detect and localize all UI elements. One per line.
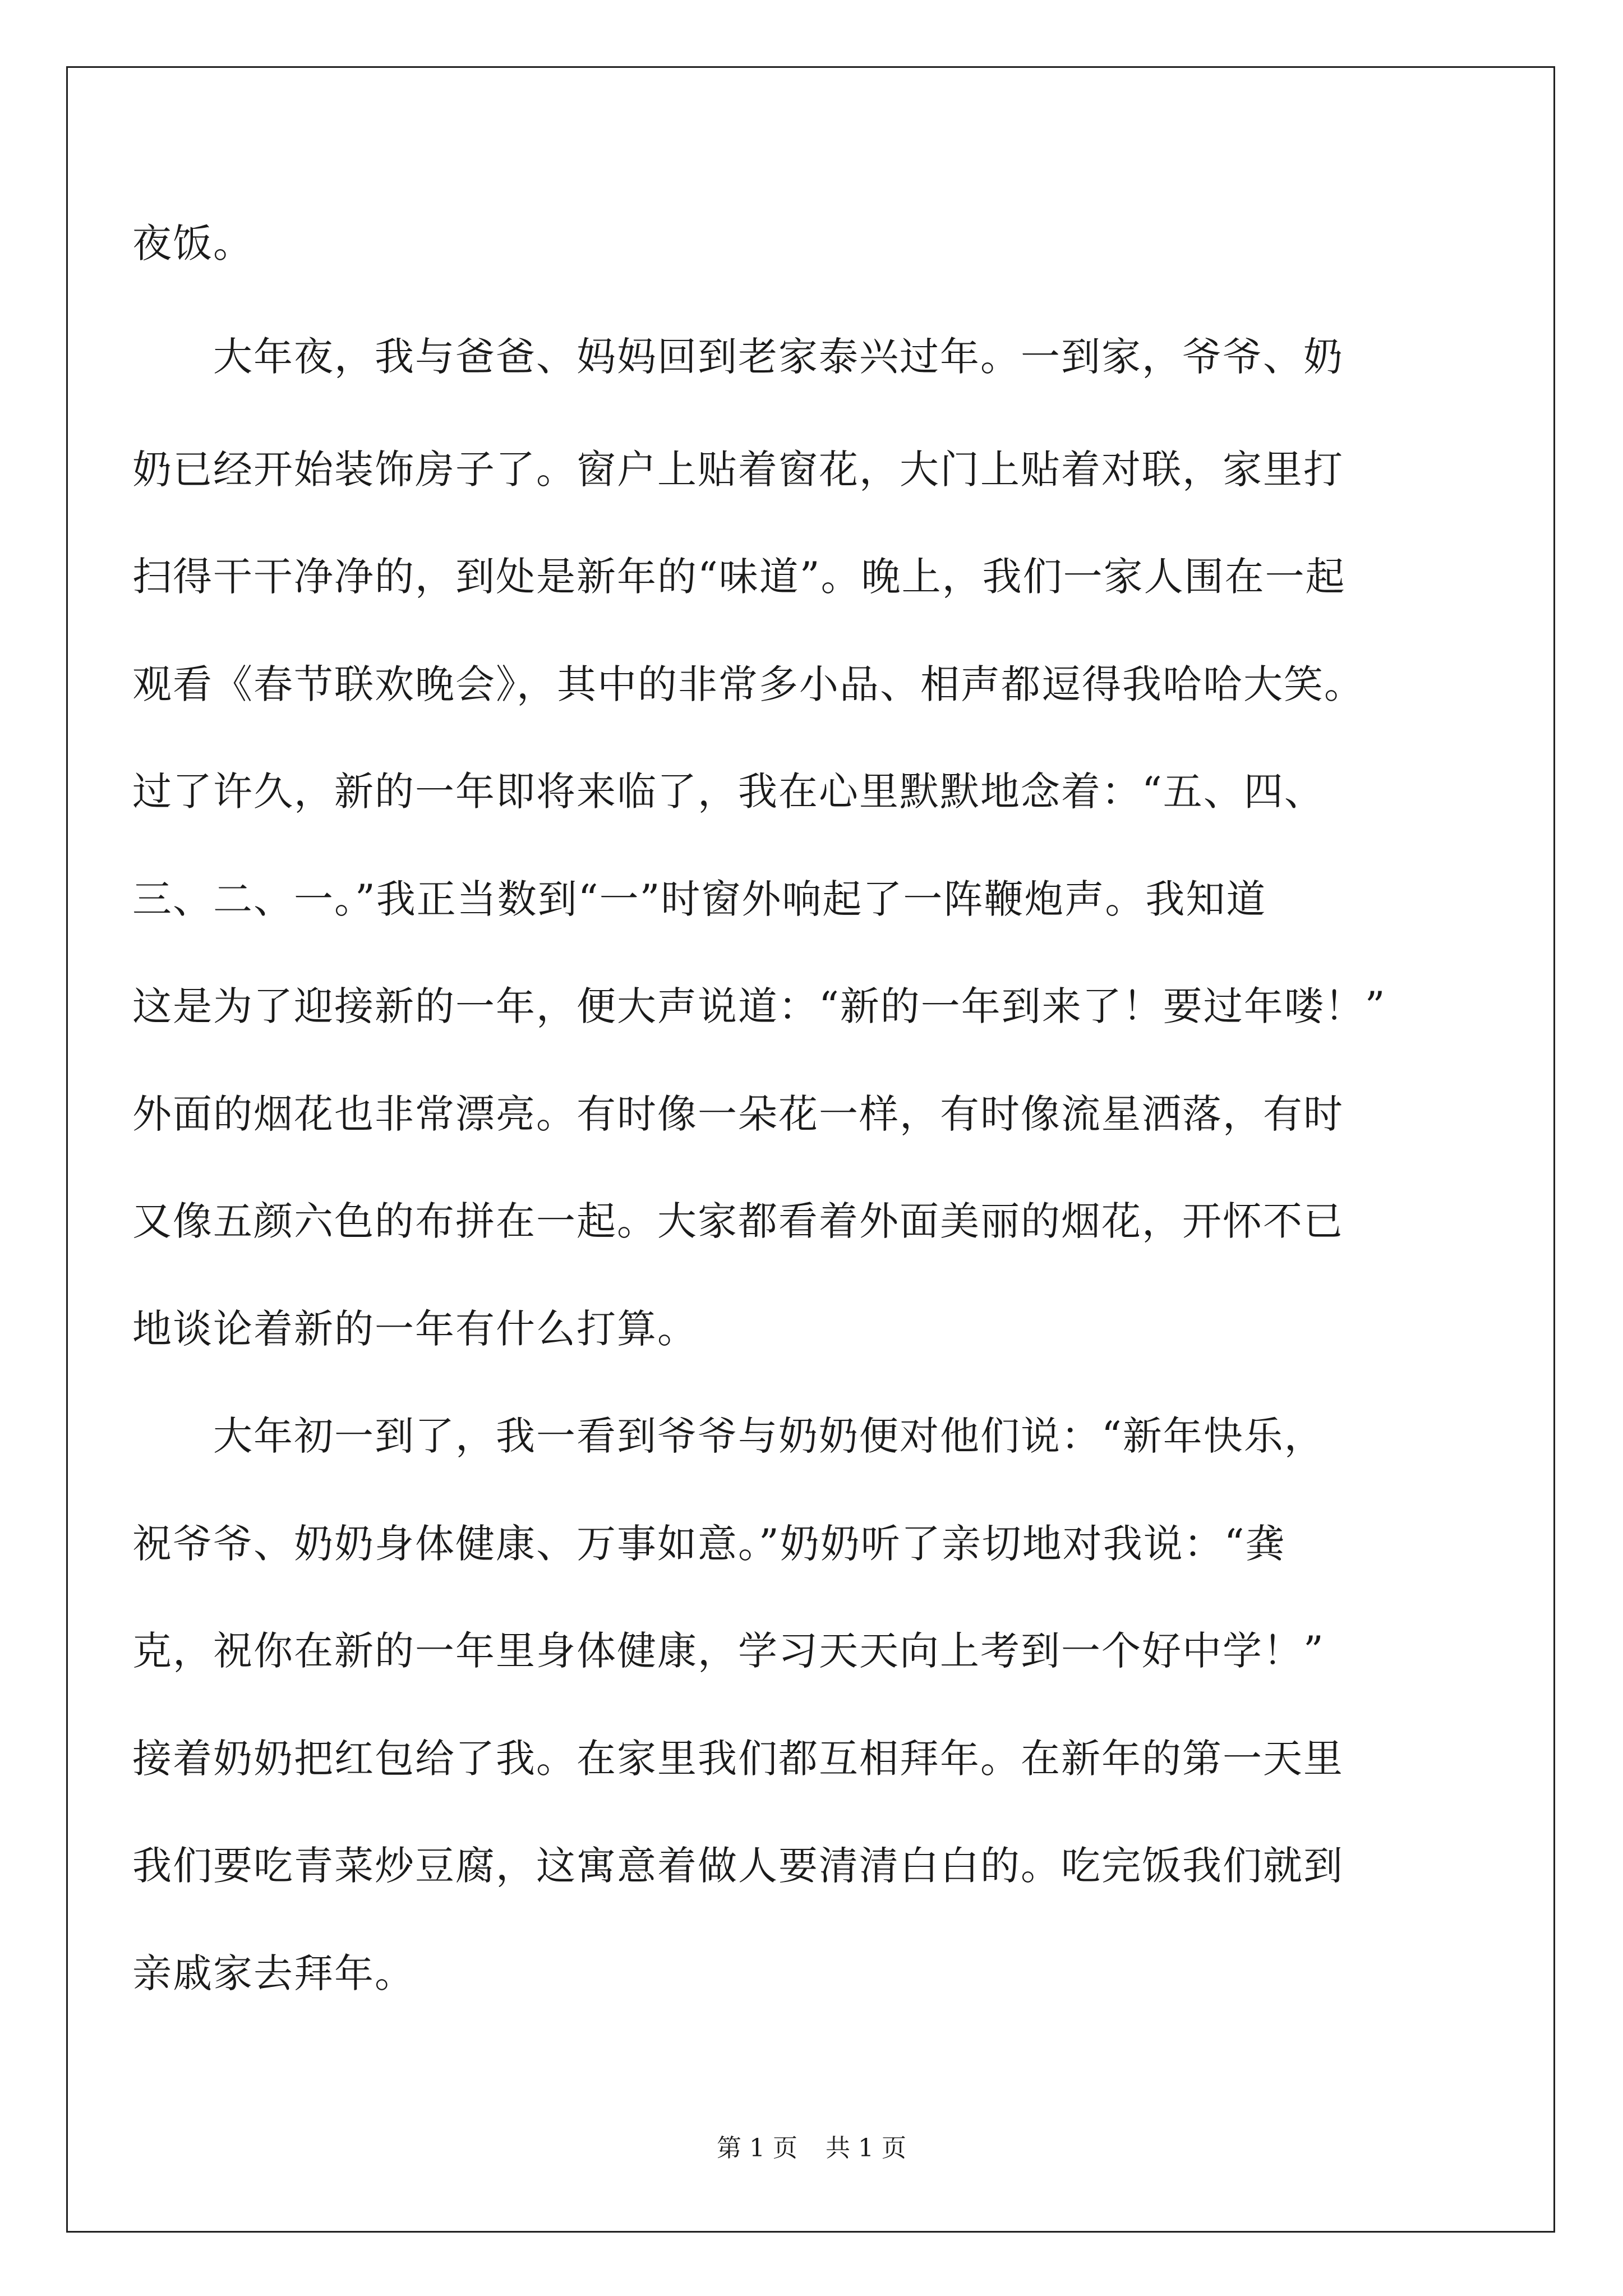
text-line: 地谈论着新的一年有什么打算。 bbox=[132, 1306, 698, 1352]
text-line: 我们要吃青菜炒豆腐，这寓意着做人要清清白白的。吃完饭我们就到 bbox=[132, 1843, 1344, 1889]
text-line: 过了许久，新的一年即将来临了，我在心里默默地念着：“五、四、 bbox=[132, 769, 1325, 815]
text-line: 夜饭。 bbox=[132, 220, 253, 266]
text-line: 三、二、一。”我正当数到“一”时窗外响起了一阵鞭炮声。我知道 bbox=[132, 876, 1267, 922]
text-line: 观看《春节联欢晚会》，其中的非常多小品、相声都逗得我哈哈大笑。 bbox=[132, 661, 1364, 707]
text-line: 克，祝你在新的一年里身体健康，学习天天向上考到一个好中学！” bbox=[132, 1628, 1325, 1674]
text-line: 外面的烟花也非常漂亮。有时像一朵花一样，有时像流星洒落，有时 bbox=[132, 1091, 1344, 1137]
text-line: 又像五颜六色的布拼在一起。大家都看着外面美丽的烟花，开怀不已 bbox=[132, 1198, 1344, 1244]
text-line: 大年初一到了，我一看到爷爷与奶奶便对他们说：“新年快乐， bbox=[132, 1413, 1325, 1459]
text-line: 亲戚家去拜年。 bbox=[132, 1950, 415, 1996]
page-number: 第 1 页 bbox=[717, 2134, 797, 2162]
text-line: 这是为了迎接新的一年，便大声说道：“新的一年到来了！要过年喽！” bbox=[132, 983, 1386, 1029]
page-border bbox=[66, 66, 1555, 2233]
page-footer bbox=[0, 2132, 1623, 2165]
text-line: 祝爷爷、奶奶身体健康、万事如意。”奶奶听了亲切地对我说：“龚 bbox=[132, 1521, 1286, 1567]
text-line: 大年夜，我与爸爸、妈妈回到老家泰兴过年。一到家，爷爷、奶 bbox=[132, 334, 1344, 380]
page-total: 共 1 页 bbox=[826, 2134, 906, 2162]
text-line: 接着奶奶把红包给了我。在家里我们都互相拜年。在新年的第一天里 bbox=[132, 1736, 1344, 1782]
text-line: 奶已经开始装饰房子了。窗户上贴着窗花，大门上贴着对联，家里打 bbox=[132, 447, 1344, 493]
text-line: 扫得干干净净的，到处是新年的“味道”。晚上，我们一家人围在一起 bbox=[132, 554, 1346, 600]
